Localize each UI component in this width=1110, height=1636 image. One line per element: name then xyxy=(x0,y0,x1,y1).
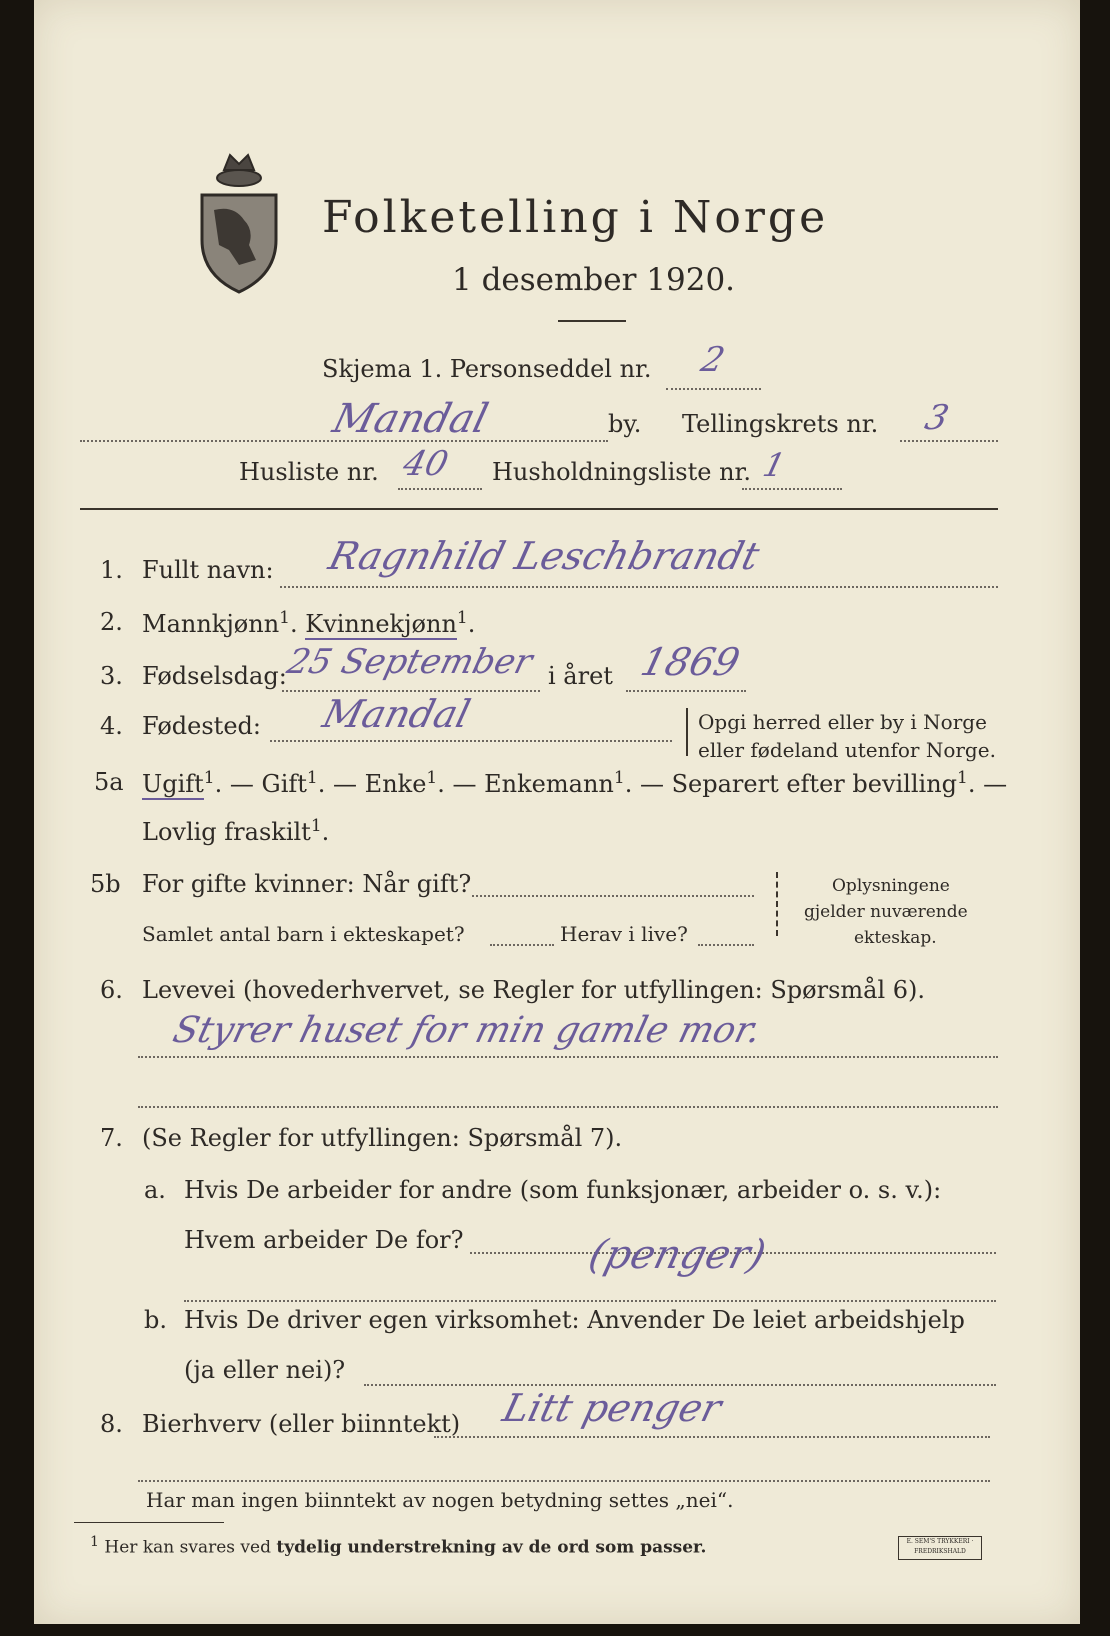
census-date: 1 desember 1920. xyxy=(452,262,736,298)
q5b-label: For gifte kvinner: Når gift? xyxy=(142,870,472,898)
q7a-number: a. xyxy=(144,1176,166,1204)
footnote-text-a: Her kan svares ved xyxy=(104,1537,277,1558)
q7-number: 7. xyxy=(100,1124,123,1152)
q5b-note-line2: gjelder nuværende xyxy=(804,902,968,922)
q6-line2 xyxy=(138,1106,998,1108)
q3-label: Fødselsdag: xyxy=(142,662,287,690)
tellingskrets-line xyxy=(900,440,998,442)
q1-line xyxy=(280,586,998,588)
q4-label: Fødested: xyxy=(142,712,261,740)
option-fraskilt-row: Lovlig fraskilt$^1$. xyxy=(142,816,330,846)
q5b-brace xyxy=(776,872,778,936)
q8-label: Bierhverv (eller biinntekt) xyxy=(142,1410,461,1438)
coat-of-arms-icon xyxy=(194,150,284,300)
tellingskrets-label: Tellingskrets nr. xyxy=(682,410,879,438)
q5b-live-label: Herav i live? xyxy=(560,922,688,946)
husliste-nr: 40 xyxy=(399,444,453,484)
q7a-line2 xyxy=(184,1300,996,1302)
husholdningsliste-label: Husholdningsliste nr. xyxy=(492,458,751,486)
husliste-label: Husliste nr. xyxy=(239,458,379,486)
q5b-number: 5b xyxy=(90,870,121,898)
q4-brace xyxy=(686,708,688,756)
option-fraskilt: Lovlig fraskilt xyxy=(142,818,311,846)
census-form-sheet xyxy=(34,0,1080,1624)
footnote-mark: 1 xyxy=(90,1534,100,1550)
q7b-text2: (ja eller nei)? xyxy=(184,1356,346,1384)
q7a-who-label: Hvem arbeider De for? xyxy=(184,1226,464,1254)
title-divider xyxy=(558,320,626,322)
option-enkemann: Enkemann xyxy=(484,770,614,798)
q5b-married-line xyxy=(472,895,754,897)
husholdningsliste-line xyxy=(742,488,842,490)
q3-year-label: i året xyxy=(548,662,613,690)
printer-stamp: E. SEM'S TRYKKERI · FREDRIKSHALD xyxy=(898,1536,982,1560)
q6-line1 xyxy=(138,1056,998,1058)
place-name: Mandal xyxy=(328,396,493,442)
q4-note-line2: eller fødeland utenfor Norge. xyxy=(698,738,996,762)
q7b-number: b. xyxy=(144,1306,167,1334)
q5b-barn-label: Samlet antal barn i ekteskapet? xyxy=(142,922,465,946)
footnote xyxy=(90,1534,706,1558)
q5b-barn-line xyxy=(490,944,554,946)
option-kvinnekjonn: Kvinnekjønn xyxy=(305,610,457,638)
footnote-text-b: tydelig understrekning av de ord som passer. xyxy=(276,1537,707,1558)
husliste-line xyxy=(398,488,482,490)
tellingskrets-nr: 3 xyxy=(921,398,953,438)
q8-answer: Litt penger xyxy=(498,1386,726,1430)
q3-birthday: 25 September xyxy=(283,642,537,682)
q5b-note-line1: Oplysningene xyxy=(832,876,950,896)
q6-occupation: Styrer huset for min gamle mor. xyxy=(168,1010,766,1051)
personseddel-nr: 2 xyxy=(697,340,729,380)
q5b-live-line xyxy=(698,944,754,946)
q7-label: (Se Regler for utfyllingen: Spørsmål 7). xyxy=(142,1124,623,1152)
personseddel-line xyxy=(666,388,761,390)
q8-line1 xyxy=(434,1436,990,1438)
q7b-text: Hvis De driver egen virksomhet: Anvender De leiet arbeidshjelp xyxy=(184,1306,965,1334)
q5b-note-line3: ekteskap. xyxy=(854,928,937,948)
form-title: Folketelling i Norge xyxy=(322,192,829,243)
q8-note: Har man ingen biinntekt av nogen betydning settes „nei“. xyxy=(146,1488,734,1512)
option-ugift: Ugift xyxy=(142,770,204,798)
q3-birth-year: 1869 xyxy=(636,640,745,684)
schema-label: Skjema 1. Personseddel nr. xyxy=(322,355,652,383)
by-label: by. xyxy=(608,410,642,438)
option-mannkjonn: Mannkjønn xyxy=(142,610,280,638)
husholdningsliste-nr: 1 xyxy=(759,446,790,484)
q8-line2 xyxy=(138,1480,990,1482)
q1-number: 1. xyxy=(100,556,123,584)
q1-answer-name: Ragnhild Leschbrandt xyxy=(324,534,764,578)
q4-note-line1: Opgi herred eller by i Norge xyxy=(698,710,987,734)
q4-number: 4. xyxy=(100,712,123,740)
q4-birthplace: Mandal xyxy=(318,692,475,736)
header-rule xyxy=(80,508,998,510)
q8-number: 8. xyxy=(100,1410,123,1438)
q3-year-line xyxy=(626,690,746,692)
q1-label: Fullt navn: xyxy=(142,556,274,584)
option-enke: Enke xyxy=(364,770,427,798)
q7a-text: Hvis De arbeider for andre (som funksjonær, arbeider o. s. v.): xyxy=(184,1176,942,1204)
option-separert: Separert efter bevilling xyxy=(671,770,958,798)
footnote-rule xyxy=(74,1522,224,1523)
q6-number: 6. xyxy=(100,976,123,1004)
q5a-number: 5a xyxy=(94,768,124,796)
q2-number: 2. xyxy=(100,608,123,636)
q7a-answer: (penger) xyxy=(584,1232,771,1278)
q5a-options: Ugift$^1$. — Gift$^1$. — Enke$^1$. — Enkemann$^1$. — Separert efter bevilling$^1$. — xyxy=(142,768,1008,798)
q2-options: Mannkjønn$^1$. Kvinnekjønn$^1$. xyxy=(142,608,476,638)
q6-label: Levevei (hovederhvervet, se Regler for utfyllingen: Spørsmål 6). xyxy=(142,976,926,1004)
q3-number: 3. xyxy=(100,662,123,690)
q4-line xyxy=(270,740,672,742)
option-gift: Gift xyxy=(261,770,307,798)
